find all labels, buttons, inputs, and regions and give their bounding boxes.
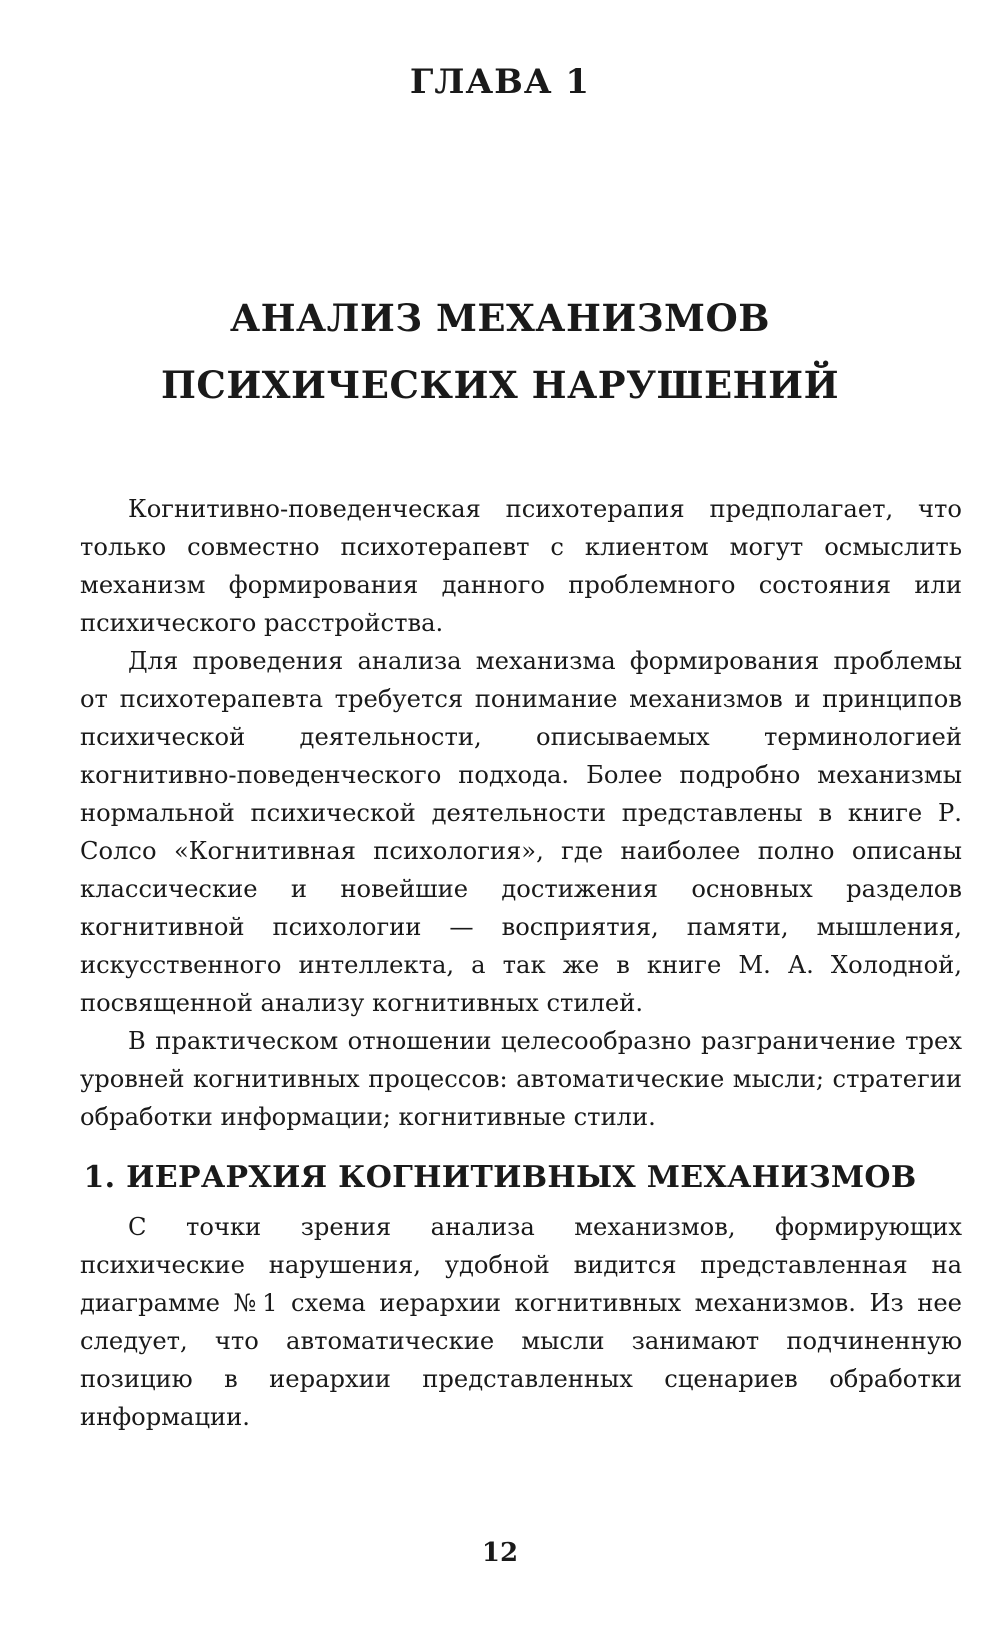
paragraph: Когнитивно-поведенческая психотерапия предполагает, что только совместно психотерапевт с клиентом могут осмыслить механизм формирования данного проблемного состояния или психического расстройства. <box>80 495 962 637</box>
paragraph: С точки зрения анализа механизмов, формирующих психические нарушения, удобной видится представленная на диаграмме №1 схема иерархии когнитивных механизмов. Из нее следует, что автоматические мысли занимают подчиненную позицию в иерархии представленных сценариев обработки информации. <box>80 1213 962 1431</box>
chapter-label: ГЛАВА 1 <box>409 62 591 102</box>
page-number: 12 <box>481 1538 519 1568</box>
chapter-title <box>0 285 1000 419</box>
chapter-title-line-1: АНАЛИЗ МЕХАНИЗМОВ <box>229 296 771 340</box>
section-heading: 1. ИЕРАРХИЯ КОГНИТИВНЫХ МЕХАНИЗМОВ <box>83 1160 917 1195</box>
paragraph: В практическом отношении целесообразно разграничение трех уровней когнитивных процессов: автоматические мысли; стратегии обработки информации; когнитивные стили. <box>80 1027 962 1131</box>
intro-text <box>80 490 962 1136</box>
paragraph: Для проведения анализа механизма формирования проблемы от психотерапевта требуется понимание механизмов и принципов психической деятельности, описываемых терминологией когнитивно-поведенческого подхода. Более подробно механизмы нормальной психической деятельности представлены в книге Р. Солсо «Когнитивная психология», где наиболее полно описаны классические и новейшие достижения основных разделов когнитивной психологии — восприятия, памяти, мышления, искусственного интеллекта, а так же в книге М. А. Холодной, посвященной анализу когнитивных стилей. <box>80 647 962 1017</box>
chapter-title-line-2: ПСИХИЧЕСКИХ НАРУШЕНИЙ <box>160 363 840 407</box>
section-text <box>80 1208 962 1436</box>
